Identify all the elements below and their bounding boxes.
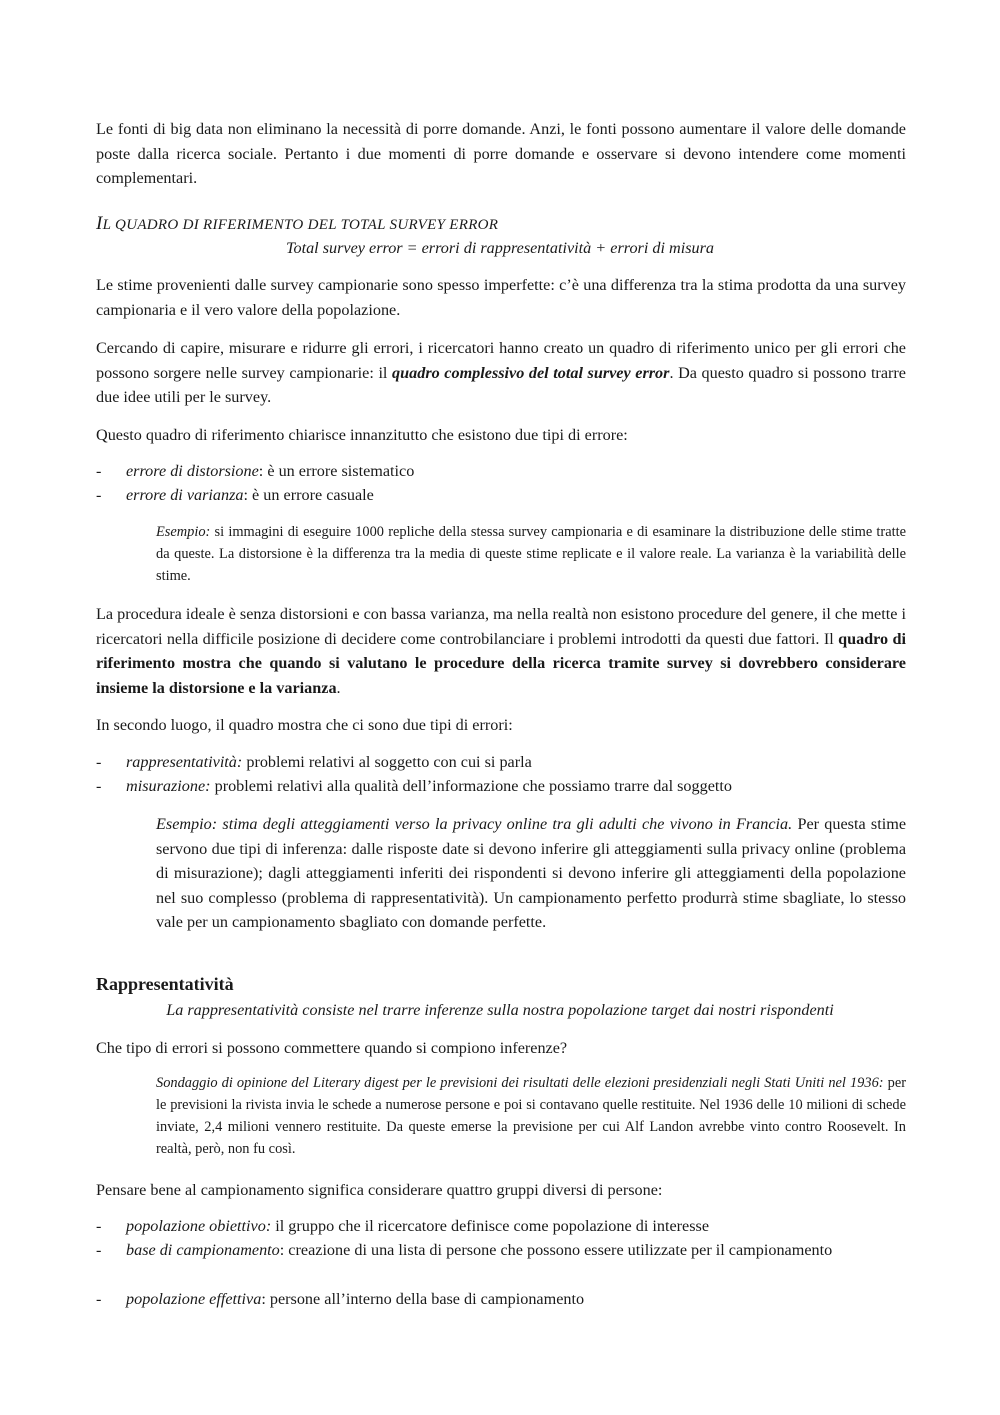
example-label: Esempio: stima degli atteggiamenti verso la privacy online tra gli adulti che vivono in Francia.: [156, 815, 793, 833]
list-item: [96, 1238, 906, 1263]
list-desc: : è un errore casuale: [243, 486, 374, 504]
paragraph-procedura-ideale: [96, 602, 906, 700]
list-term: popolazione obiettivo:: [126, 1217, 272, 1235]
example-label: Esempio:: [156, 524, 211, 540]
intro-paragraph: Le fonti di big data non eliminano la necessità di porre domande. Anzi, le fonti possono aumentare il valore delle domande poste dalla ricerca sociale. Pertanto i due momenti di porre domande e osservare si devono intendere come momenti complementari.: [96, 120, 906, 187]
section-heading: [96, 212, 498, 238]
example-text: si immagini di eseguire 1000 repliche della stessa survey campionaria e di esaminare la distribuzione delle stime tratte da queste. La distorsione è la differenza tra la media di queste stime replicate e il valore reale. La varianza è la variabilità delle stime.: [156, 524, 906, 584]
list-desc: problemi relativi al soggetto con cui si parla: [242, 753, 532, 771]
list-desc: : creazione di una lista di persone che possono essere utilizzate per il campionamento: [279, 1241, 833, 1259]
list-item: [96, 750, 906, 775]
formula: Total survey error = errori di rappresentatività + errori di misura: [285, 239, 715, 257]
example-label: Sondaggio di opinione del Literary digest per le previsioni dei risultati delle elezioni presidenziali negli Stati Uniti nel 1936:: [156, 1075, 884, 1091]
list-desc: : è un errore sistematico: [258, 462, 415, 480]
example-text: per le previsioni la rivista invia le schede a numerose persone e poi si contavano quelle restituite. Nel 1936 delle 10 milioni di schede inviate, 2,4 milioni vennero restituite. Da queste emerse la previsione per cui Alf Landon avrebbe vinto contro Roosevelt. In realtà, però, non fu così.: [156, 1075, 906, 1157]
list-term: errore di distorsione: [126, 462, 259, 480]
subheading-definition: La rappresentatività consiste nel trarre inferenze sulla nostra popolazione target dai nostri rispondenti: [166, 1001, 834, 1019]
list-term: errore di varianza: [126, 486, 244, 504]
list-item: [96, 483, 906, 508]
list-dash: -: [96, 1217, 102, 1235]
list-item: [96, 459, 906, 484]
list-dash: -: [96, 753, 102, 771]
list-dash: -: [96, 777, 102, 795]
list-dash: -: [96, 1290, 102, 1308]
p2-before: Cercando di capire, misurare e ridurre gli errori, i ricercatori hanno creato un quadro di riferimento unico per gli errori che possono sorgere nelle survey campionarie: il: [96, 339, 906, 382]
paragraph-secondo-luogo: In secondo luogo, il quadro mostra che ci sono due tipi di errori:: [96, 716, 513, 734]
example-text: Per questa stime servono due tipi di inferenza: dalle risposte date si devono inferire gli atteggiamenti sulla privacy online (problema di misurazione); dagli atteggiamenti inferiti dei rispondenti si devono inferire gli atteggiamenti della popolazione nel suo complesso (problema di rappresentatività). Un campionamento perfetto produrrà stime sbagliate, lo stesso vale per un campionamento sbagliato con domande perfette.: [156, 815, 906, 931]
p4-bold: quadro di riferimento mostra che quando si valutano le procedure della ricerca tramite survey si dovrebbero considerare insieme la distorsione e la varianza: [96, 629, 906, 697]
list-term: misurazione:: [126, 777, 211, 795]
paragraph-stime: Le stime provenienti dalle survey campionarie sono spesso imperfette: c’è una differenza tra la stima prodotta da una survey campionaria e il vero valore della popolazione.: [96, 276, 906, 319]
list-dash: -: [96, 486, 102, 504]
example-privacy: [156, 812, 906, 935]
paragraph-campionamento: Pensare bene al campionamento significa considerare quattro gruppi diversi di persone:: [96, 1181, 663, 1199]
paragraph-domanda-inferenze: Che tipo di errori si possono commettere quando si compiono inferenze?: [96, 1039, 568, 1057]
list-term: rappresentatività:: [126, 753, 243, 771]
example-replicas: [156, 521, 906, 587]
subheading-rappresentativita: Rappresentatività: [96, 974, 234, 994]
list-term: base di campionamento: [126, 1241, 280, 1259]
paragraph-quadro: [96, 336, 906, 410]
list-term: popolazione effettiva: [126, 1290, 262, 1308]
p4-after: .: [336, 678, 341, 697]
example-literary-digest: [156, 1072, 906, 1160]
section-heading-initial: I: [96, 213, 103, 234]
list-desc: il gruppo che il ricercatore definisce come popolazione di interesse: [271, 1217, 710, 1235]
list-item: [96, 1214, 906, 1239]
section-heading-rest: L QUADRO DI RIFERIMENTO DEL TOTAL SURVEY ERROR: [102, 217, 499, 233]
list-desc: : persone all’interno della base di campionamento: [261, 1290, 585, 1308]
list-dash: -: [96, 462, 102, 480]
p4-before: La procedura ideale è senza distorsioni e con bassa varianza, ma nella realtà non esistono procedure del genere, il che mette i ricercatori nella difficile posizione di decidere come controbilanciare i problemi introdotti da questi due fattori. Il: [96, 605, 906, 648]
list-item: [96, 774, 906, 799]
list-desc: problemi relativi alla qualità dell’informazione che possiamo trarre dal soggetto: [210, 777, 732, 795]
list-dash: -: [96, 1241, 102, 1259]
list-item: [96, 1287, 906, 1312]
paragraph-tipi-errore: Questo quadro di riferimento chiarisce innanzitutto che esistono due tipi di errore:: [96, 426, 628, 444]
p2-emphasis: quadro complessivo del total survey error: [392, 363, 670, 382]
p2-after: . Da questo quadro si possono trarre due idee utili per le survey.: [96, 363, 906, 406]
